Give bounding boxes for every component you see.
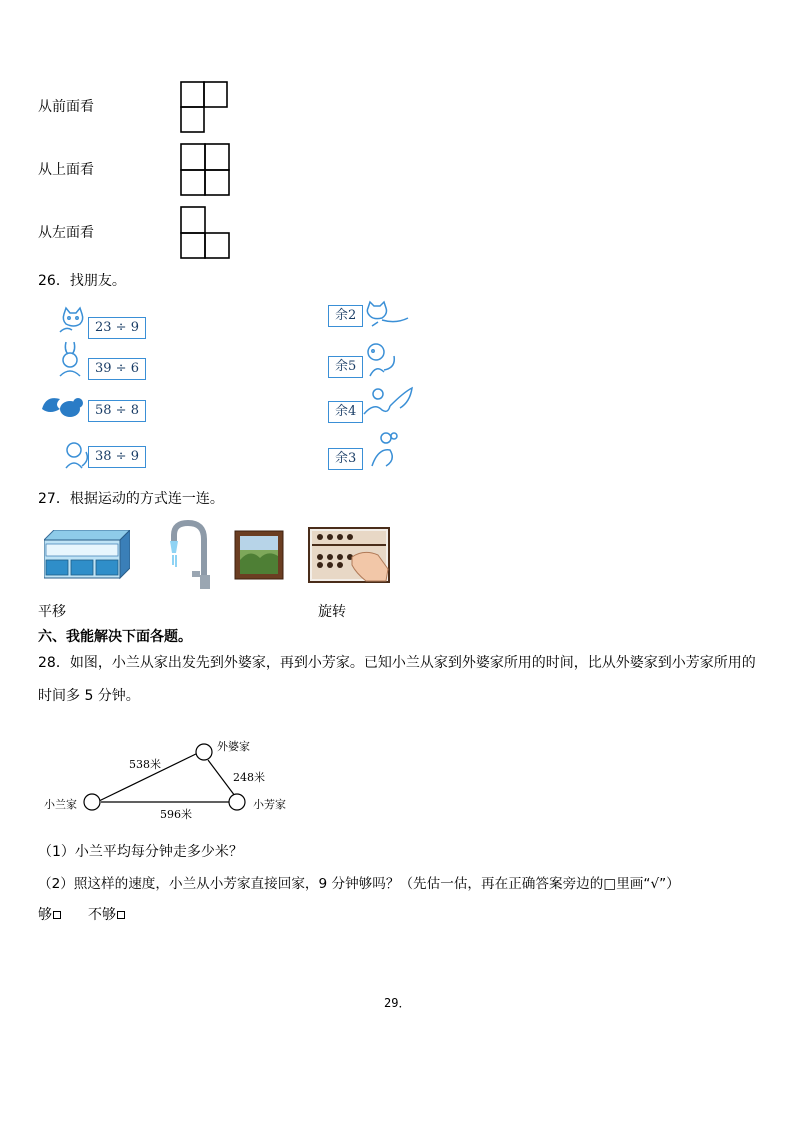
edge-label-248: 248米 [233, 771, 265, 784]
remainder-card[interactable]: 余4 [328, 401, 363, 423]
page-number: 29． [384, 996, 411, 1010]
q27-title: 27．根据运动的方式连一连。 [38, 491, 224, 507]
node-label-xiaofang: 小芳家 [253, 798, 286, 811]
edge-label-596: 596米 [160, 808, 192, 821]
rabbit-icon [52, 340, 92, 384]
remainder-card[interactable]: 余5 [328, 356, 363, 378]
section-6-title: 六、我能解决下面各题。 [38, 629, 192, 645]
cat-icon [362, 300, 412, 336]
q28-text-line2: 时间多 5 分钟。 [38, 688, 140, 704]
option-enough[interactable] [38, 907, 61, 923]
q28-text-line1: 28．如图，小兰从家出发先到外婆家，再到小芳家。已知小兰从家到外婆家所用的时间，比从外婆家到小芳家所用的 [38, 655, 756, 671]
remainder-card[interactable]: 余2 [328, 305, 363, 327]
label-rotation: 旋转 [318, 604, 346, 620]
division-card[interactable]: 23 ÷ 9 [88, 317, 146, 339]
q28-sub2: （2）照这样的速度，小兰从小芳家直接回家，9 分钟够吗？（先估一估，再在正确答案旁边的□里画“√”） [38, 876, 680, 892]
edge-grandma-fang [208, 760, 235, 796]
edge-label-538: 538米 [129, 758, 161, 771]
abacus-icon[interactable] [308, 527, 390, 587]
remainder-card[interactable]: 余3 [328, 448, 363, 470]
sliding-window-icon[interactable] [234, 530, 284, 584]
front-view-grid [180, 81, 228, 133]
view-label-top: 从上面看 [38, 162, 94, 178]
q28-sub1: （1）小兰平均每分钟走多少米？ [38, 844, 243, 860]
squirrel-icon [38, 393, 88, 429]
option-not-enough[interactable] [88, 907, 125, 923]
checkbox-not-enough[interactable] [117, 911, 125, 919]
checkbox-enough[interactable] [53, 911, 61, 919]
division-card[interactable]: 39 ÷ 6 [88, 358, 146, 380]
option-enough-label: 够 [38, 907, 52, 923]
faucet-icon[interactable] [164, 519, 214, 595]
node-label-grandma: 外婆家 [217, 740, 250, 753]
division-card[interactable]: 38 ÷ 9 [88, 446, 146, 468]
monkey-icon [362, 340, 402, 384]
label-translation: 平移 [38, 604, 66, 620]
mouse-icon [364, 430, 404, 474]
division-card[interactable]: 58 ÷ 8 [88, 400, 146, 422]
node-xiaofang-home [229, 794, 245, 810]
node-xiaolan-home [84, 794, 100, 810]
q26-title: 26．找朋友。 [38, 273, 126, 289]
node-label-xiaolan: 小兰家 [44, 798, 77, 811]
drawer-cabinet-icon[interactable] [44, 530, 130, 586]
option-not-enough-label: 不够 [88, 907, 116, 923]
left-view-grid [180, 206, 230, 259]
view-label-front: 从前面看 [38, 99, 94, 115]
top-view-grid [180, 143, 230, 196]
view-label-left: 从左面看 [38, 225, 94, 241]
squirrel-icon [360, 384, 416, 426]
node-grandma-home [196, 744, 212, 760]
